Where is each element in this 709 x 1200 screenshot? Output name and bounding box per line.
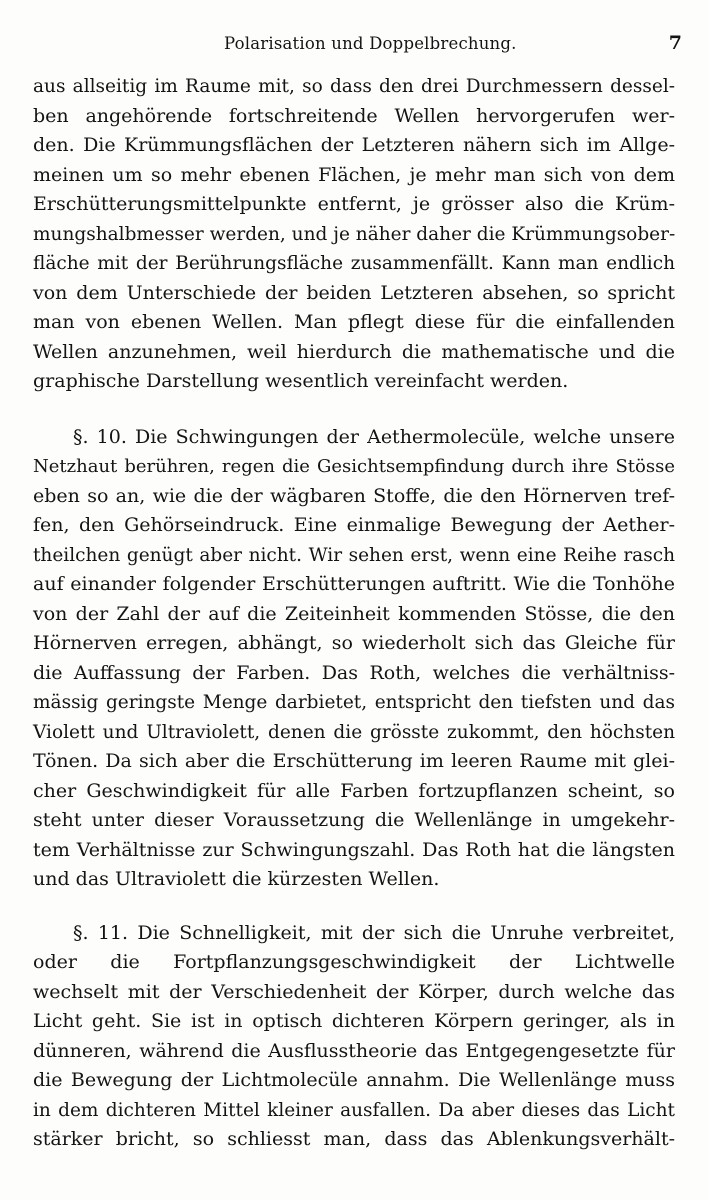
text-line: oder die Fortpflanzungsgeschwindigkeit der Lichtwelle	[33, 951, 675, 973]
text-line: eben so an, wie die der wägbaren Stoffe, die den Hörnerven tref-	[33, 484, 675, 507]
text-line: graphische Darstellung wesentlich vereinfacht werden.	[33, 370, 569, 392]
text-line: die Auffassung der Farben. Das Roth, welches die verhältniss-	[33, 661, 675, 684]
running-title: Polarisation und Doppelbrechung.	[224, 34, 517, 53]
text-line: §. 11. Die Schnelligkeit, mit der sich die Unruhe verbreitet,	[73, 921, 675, 944]
text-line: von der Zahl der auf die Zeiteinheit kommenden Stösse, die den	[33, 602, 675, 625]
text-line: ben angehörende fortschreitende Wellen hervorgerufen wer-	[33, 104, 675, 127]
text-line: fen, den Gehörseindruck. Eine einmalige Bewegung der Aether-	[33, 514, 675, 536]
paragraph-spacer	[33, 895, 675, 919]
page-number: 7	[668, 32, 682, 54]
text-line: den. Die Krümmungsflächen der Letzteren nähern sich im Allge-	[33, 134, 675, 156]
text-line: aus allseitig im Raume mit, so dass den drei Durchmessern dessel-	[33, 76, 675, 97]
text-line: auf einander folgender Erschütterungen auftritt. Wie die Tonhöhe	[33, 573, 675, 595]
text-line: Netzhaut berühren, regen die Gesichtsempfindung durch ihre Stösse	[33, 456, 675, 477]
text-line: wechselt mit der Verschiedenheit der Körper, durch welche das	[33, 980, 675, 1003]
text-line: fläche mit der Berührungsfläche zusammenfällt. Kann man endlich	[33, 253, 675, 274]
text-line: dünneren, während die Ausflusstheorie das Entgegengesetzte für	[33, 1039, 675, 1062]
text-line: Violett und Ultraviolett, denen die grösste zukommt, den höchsten	[33, 721, 675, 743]
text-line: Wellen anzunehmen, weil hierdurch die mathematische und die	[33, 340, 675, 363]
paragraph	[33, 72, 675, 397]
body-text	[33, 72, 675, 1155]
text-line: mässig geringste Menge darbietet, entspricht den tiefsten und das	[33, 692, 675, 713]
text-line: meinen um so mehr ebenen Flächen, je mehr man sich von dem	[33, 163, 675, 186]
text-line: man von ebenen Wellen. Man pflegt diese für die einfallenden	[33, 311, 675, 333]
text-line: cher Geschwindigkeit für alle Farben fortzupflanzen scheint, so	[33, 779, 675, 802]
paragraph	[33, 423, 675, 895]
text-line: die Bewegung der Lichtmolecüle annahm. Die Wellenlänge muss	[33, 1069, 675, 1091]
text-line: Hörnerven erregen, abhängt, so wiederholt sich das Gleiche für	[33, 632, 675, 654]
paragraph	[33, 919, 675, 1155]
text-line: §. 10. Die Schwingungen der Aethermolecüle, welche unsere	[73, 425, 675, 448]
text-line: steht unter dieser Voraussetzung die Wellenlänge in umgekehr-	[33, 809, 675, 831]
text-line: von dem Unterschiede der beiden Letzteren absehen, so spricht	[33, 281, 675, 304]
text-line: in dem dichteren Mittel kleiner ausfallen. Da aber dieses das Licht	[33, 1099, 675, 1121]
text-line: tem Verhältnisse zur Schwingungszahl. Das Roth hat die längsten	[33, 838, 675, 861]
page-header	[34, 34, 682, 58]
paragraph-spacer	[33, 397, 675, 423]
text-line: und das Ultraviolett die kürzesten Wellen.	[33, 868, 440, 890]
text-line: theilchen genügt aber nicht. Wir sehen erst, wenn eine Reihe rasch	[33, 544, 675, 566]
text-line: mungshalbmesser werden, und je näher daher die Krümmungsober-	[33, 223, 676, 245]
text-line: Licht geht. Sie ist in optisch dichteren Körpern geringer, als in	[33, 1010, 675, 1032]
text-line: Tönen. Da sich aber die Erschütterung im leeren Raume mit glei-	[33, 750, 675, 772]
text-line: stärker bricht, so schliesst man, dass das Ablenkungsverhält-	[33, 1128, 675, 1150]
text-line: Erschütterungsmittelpunkte entfernt, je grösser also die Krüm-	[33, 193, 675, 215]
